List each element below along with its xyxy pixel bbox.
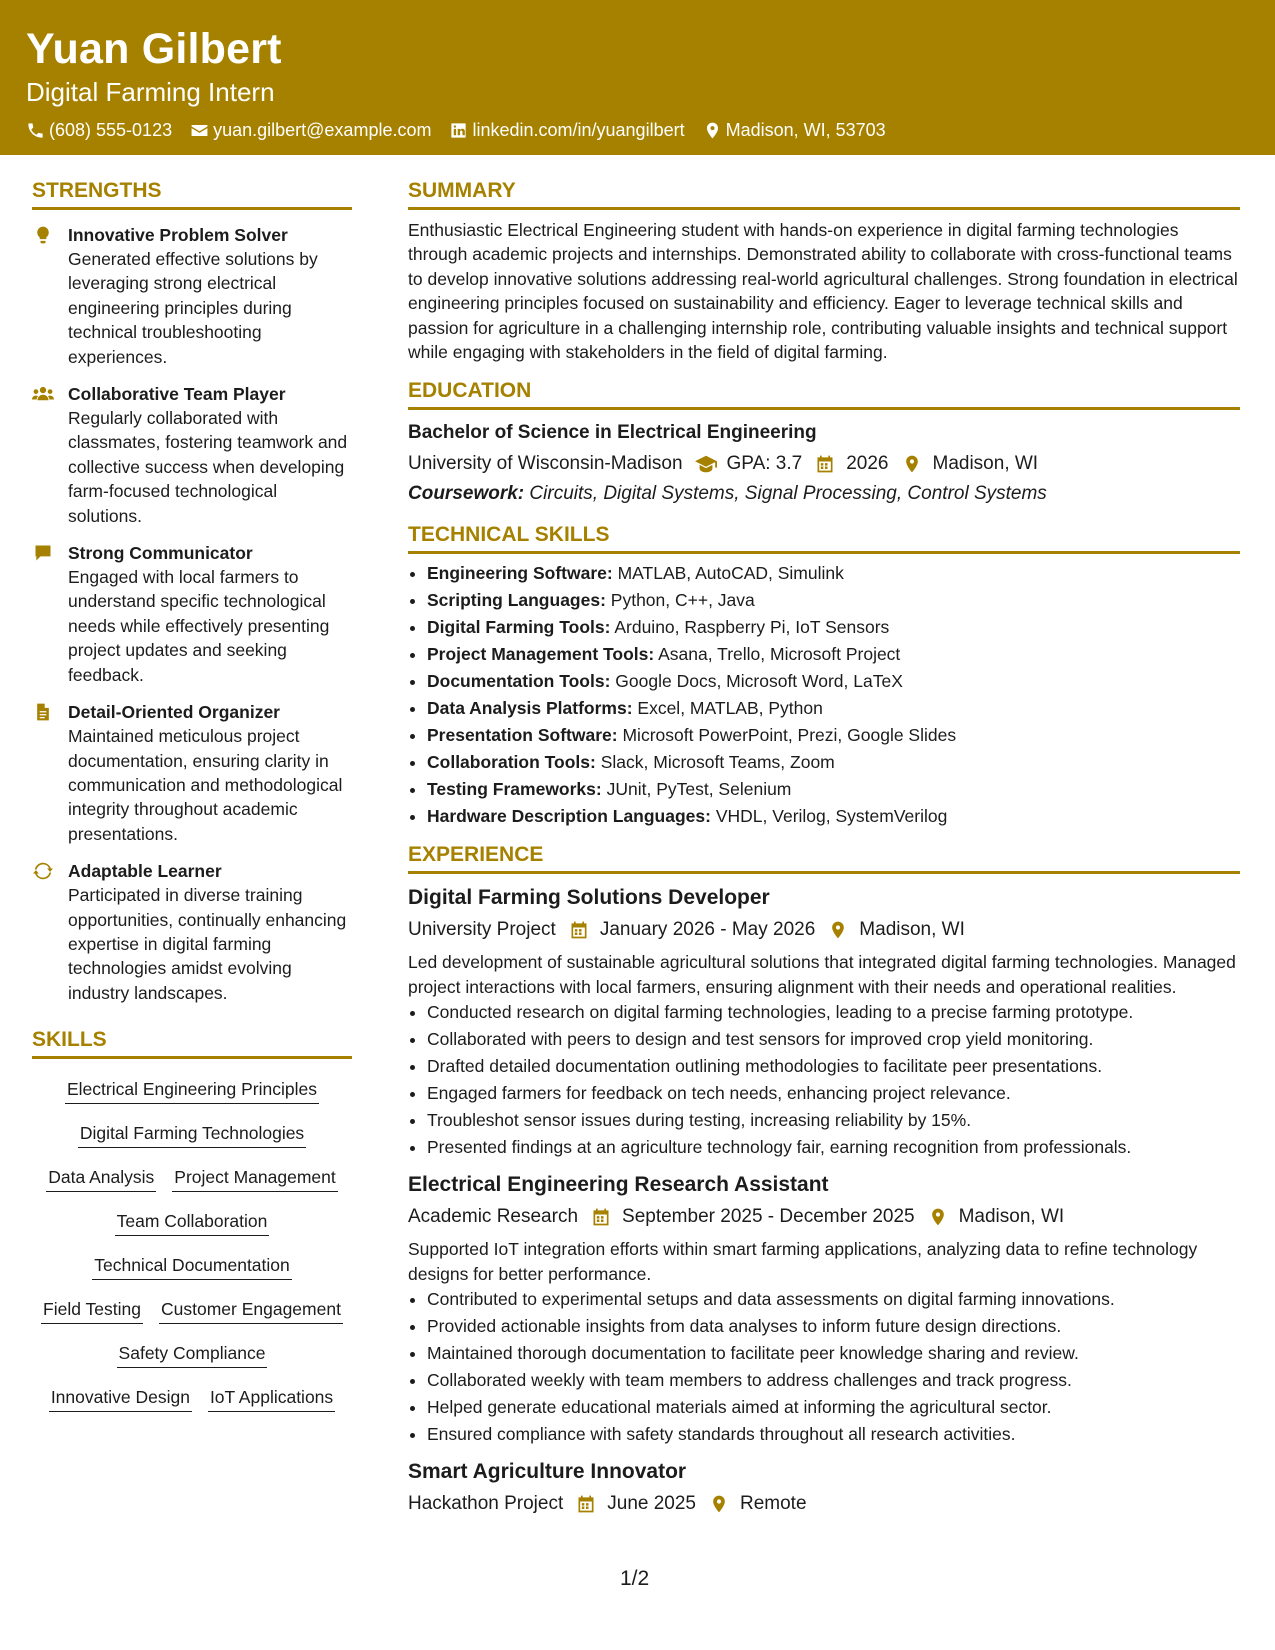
skill-tag: Digital Farming Technologies [78,1121,306,1148]
job-entry [408,884,1240,1161]
map-pin-icon [708,1494,730,1514]
strength-item [32,541,352,687]
job-title: Digital Farming Solutions Developer [408,886,770,910]
contact-phone[interactable] [26,120,172,141]
envelope-icon [190,121,209,140]
job-dates: January 2026 - May 2026 [599,919,816,941]
technical-skills-list [408,560,1240,830]
coursework-label: Coursework: [408,483,525,505]
experience-heading: EXPERIENCE [408,842,1240,874]
job-org: Hackathon Project [408,1493,564,1515]
skill-tag: Safety Compliance [117,1341,268,1368]
phone-text: (608) 555-0123 [49,120,173,140]
calendar-icon [575,1494,597,1514]
email-text: yuan.gilbert@example.com [213,120,432,140]
map-pin-icon [927,1207,949,1227]
job-dates: September 2025 - December 2025 [622,1206,915,1228]
list-item: • Contributed to experimental setups and data assessments on digital farming innovations. [427,1286,1240,1313]
list-item: • Presented findings at an agriculture technology fair, earning recognition from professionals. [427,1134,1240,1161]
contact-location [703,120,886,141]
document-icon [32,702,54,722]
skill-tag: Electrical Engineering Principles [65,1077,319,1104]
map-pin-icon [901,454,923,474]
coursework-text: Circuits, Digital Systems, Signal Processing, Control Systems [529,483,1047,505]
strength-desc: Generated effective solutions by leveraging strong electrical engineering principles during technical troubleshooting experiences. [68,249,318,367]
list-item: • Digital Farming Tools: Arduino, Raspberry Pi, IoT Sensors [427,614,1240,641]
strength-title: Detail-Oriented Organizer [68,702,280,723]
skill-tag: Innovative Design [49,1385,192,1412]
strength-item [32,223,352,369]
refresh-icon [32,861,54,881]
list-item: • Documentation Tools: Google Docs, Microsoft Word, LaTeX [427,668,1240,695]
job-meta [408,916,1240,944]
users-icon [32,384,54,404]
calendar-icon [814,454,836,474]
lightbulb-icon [32,225,54,245]
page-number: 1/2 [620,1567,650,1590]
list-item: • Ensured compliance with safety standards throughout all research activities. [427,1421,1240,1448]
strength-title: Innovative Problem Solver [68,225,288,245]
job-bullets [408,999,1240,1161]
strength-title: Adaptable Learner [68,861,222,882]
job-meta [408,1490,1240,1518]
strength-item [32,859,352,1005]
list-item: • Troubleshot sensor issues during testing, increasing reliability by 15%. [427,1107,1240,1134]
list-item: • Hardware Description Languages: VHDL, Verilog, SystemVerilog [427,803,1240,830]
education-location: Madison, WI [932,453,1039,475]
list-item: • Presentation Software: Microsoft PowerPoint, Prezi, Google Slides [427,722,1240,749]
job-description: Supported IoT integration efforts within smart farming applications, analyzing data to refine technology designs for better performance. [408,1239,1198,1284]
skills-list [32,1069,352,1421]
skill-tag: Customer Engagement [159,1297,343,1324]
coursework [408,480,1240,508]
technical-skills-heading: TECHNICAL SKILLS [408,522,1240,554]
job-dates: June 2025 [607,1493,696,1515]
list-item: • Data Analysis Platforms: Excel, MATLAB, Python [427,695,1240,722]
job-title: Electrical Engineering Research Assistant [408,1173,829,1197]
list-item: • Testing Frameworks: JUnit, PyTest, Selenium [427,776,1240,803]
education-year: 2026 [846,453,889,475]
candidate-name: Yuan Gilbert [26,25,282,73]
map-pin-icon [827,920,849,940]
job-meta [408,1203,1240,1231]
list-item: • Collaborated with peers to design and test sensors for improved crop yield monitoring. [427,1026,1240,1053]
location-text: Madison, WI, 53703 [725,120,886,140]
job-entry [408,1458,1240,1518]
list-item: • Engineering Software: MATLAB, AutoCAD, Simulink [427,560,1240,587]
list-item: • Engaged farmers for feedback on tech needs, enhancing project relevance. [427,1080,1240,1107]
job-title: Smart Agriculture Innovator [408,1460,687,1484]
contact-linkedin[interactable] [449,120,684,141]
skill-tag: Technical Documentation [92,1253,292,1280]
list-item: • Conducted research on digital farming technologies, leading to a precise farming prototype. [427,999,1240,1026]
list-item: • Project Management Tools: Asana, Trello, Microsoft Project [427,641,1240,668]
list-item: • Collaboration Tools: Slack, Microsoft Teams, Zoom [427,749,1240,776]
strength-desc: Engaged with local farmers to understand specific technological needs while effectively presenting project updates and seeking feedback. [68,567,330,685]
calendar-icon [568,920,590,940]
map-pin-icon [703,121,722,140]
school-name: University of Wisconsin-Madison [408,453,683,475]
degree-title: Bachelor of Science in Electrical Engineering [408,422,817,444]
gpa-text: GPA: 3.7 [726,453,803,475]
strength-item [32,700,352,846]
list-item: • Scripting Languages: Python, C++, Java [427,587,1240,614]
list-item: • Drafted detailed documentation outlining methodologies to facilitate peer presentations. [427,1053,1240,1080]
skill-tag: Field Testing [41,1297,143,1324]
education-heading: EDUCATION [408,378,1240,410]
comment-icon [32,543,54,563]
job-location: Remote [740,1493,807,1515]
job-org: University Project [408,919,556,941]
list-item: • Helped generate educational materials aimed at informing the agricultural sector. [427,1394,1240,1421]
job-bullets [408,1286,1240,1448]
job-description: Led development of sustainable agricultural solutions that integrated digital farming technologies. Managed project interactions with local farmers, ensuring alignment with their needs and operational realities. [408,952,1236,997]
resume-header [0,0,1275,155]
list-item: • Maintained thorough documentation to facilitate peer knowledge sharing and review. [427,1340,1240,1367]
education-meta [408,450,1240,478]
skill-tag: Data Analysis [46,1165,156,1192]
skills-heading: SKILLS [32,1027,352,1059]
strength-desc: Participated in diverse training opportunities, continually enhancing expertise in digital farming technologies amidst evolving industry landscapes. [68,885,347,1003]
strength-title: Collaborative Team Player [68,384,286,405]
strength-desc: Maintained meticulous project documentation, ensuring clarity in communication and methodological integrity throughout academic presentations. [68,726,343,844]
job-location: Madison, WI [859,919,965,941]
list-item: • Provided actionable insights from data analyses to inform future design directions. [427,1313,1240,1340]
contact-email[interactable] [190,120,431,141]
strength-item [32,382,352,528]
contact-bar [26,120,1275,141]
strength-desc: Regularly collaborated with classmates, fostering teamwork and collective success when developing farm-focused technological solutions. [68,408,348,526]
list-item: • Collaborated weekly with team members to address challenges and track progress. [427,1367,1240,1394]
calendar-icon [590,1207,612,1227]
job-entry [408,1171,1240,1448]
job-location: Madison, WI [958,1206,1065,1228]
skill-tag: Project Management [172,1165,337,1192]
right-column [408,178,1240,1528]
summary-text: Enthusiastic Electrical Engineering student with hands-on experience in digital farming technologies through academic projects and internships. Demonstrated ability to collaborate with cross-functional teams to develop innovative solutions addressing real-world agricultural challenges. Strong foundation in electrical engineering principles focused on sustainability and efficiency. Eager to leverage technical skills and passion for agriculture in a challenging internship role, contributing valuable insights and technical support while engaging with stakeholders in the field of digital farming. [408,220,1238,363]
strength-title: Strong Communicator [68,543,253,564]
summary-heading: SUMMARY [408,178,1240,210]
candidate-title: Digital Farming Intern [26,77,275,107]
strengths-heading: STRENGTHS [32,178,352,210]
linkedin-icon [449,121,468,140]
left-column [32,178,352,1421]
skill-tag: IoT Applications [208,1385,335,1412]
job-org: Academic Research [408,1206,579,1228]
skill-tag: Team Collaboration [115,1209,270,1236]
linkedin-text: linkedin.com/in/yuangilbert [472,120,685,140]
graduation-cap-icon [695,454,717,474]
phone-icon [26,121,45,140]
